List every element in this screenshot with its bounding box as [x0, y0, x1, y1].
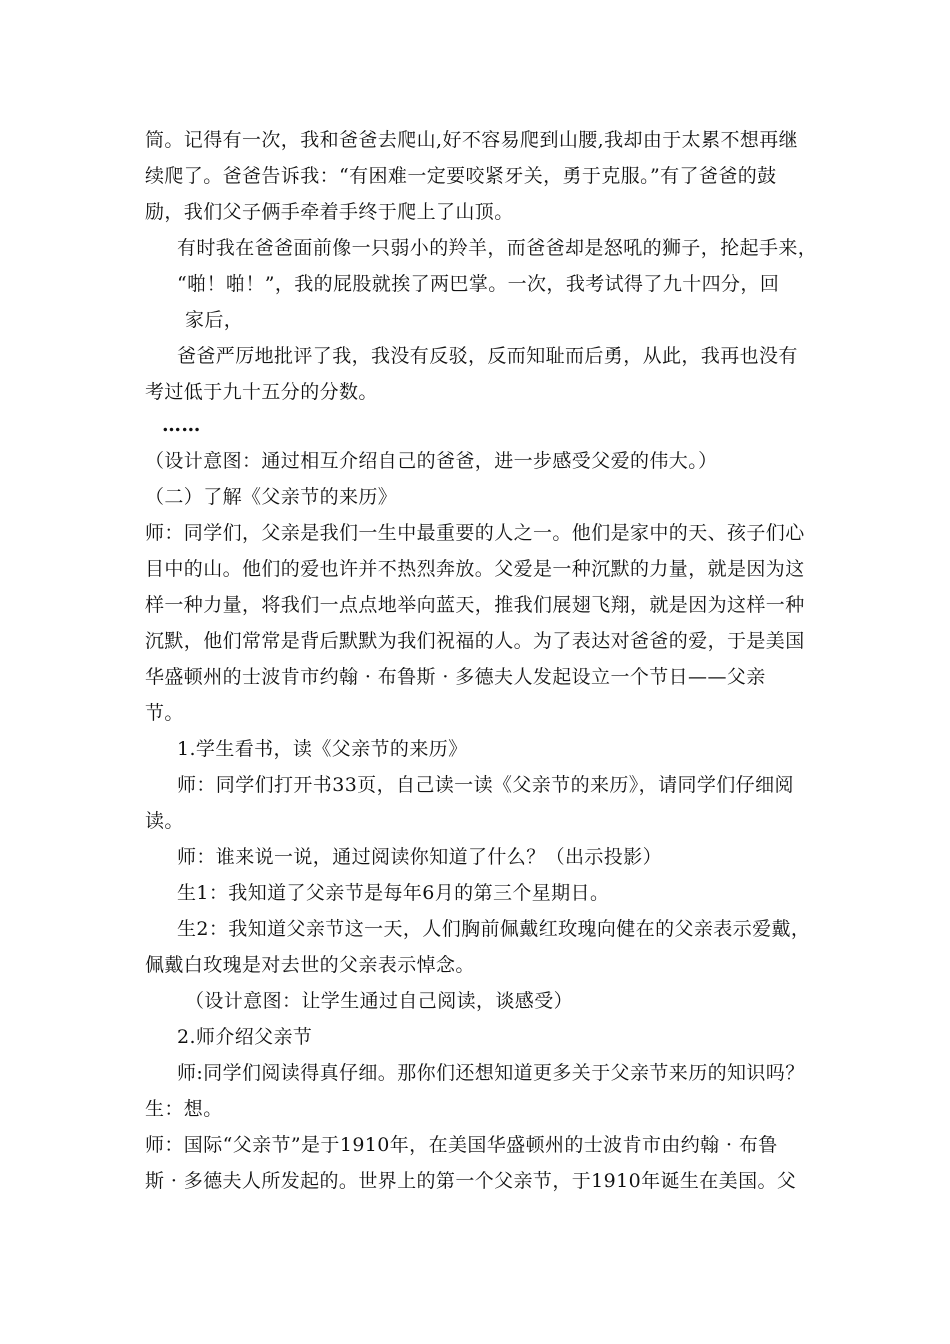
text-line: “啪！啪！”，我的屁股就挨了两巴掌。一次，我考试得了九十四分，回	[177, 273, 780, 295]
ellipsis-line: ……	[162, 414, 201, 436]
text-line: 筒。记得有一次，我和爸爸去爬山,好不容易爬到山腰,我却由于太累不想再继	[145, 129, 799, 151]
text-line: 师：同学们，父亲是我们一生中最重要的人之一。他们是家中的天、孩子们心	[145, 522, 805, 544]
text-line: 样一种力量，将我们一点点地举向蓝天，推我们展翅飞翔，就是因为这样一种	[145, 594, 805, 616]
text-line: 有时我在爸爸面前像一只弱小的羚羊，而爸爸却是怒吼的狮子，抡起手来，	[177, 237, 818, 259]
text-line: 华盛顿州的士波肯市约翰 · 布鲁斯 · 多德夫人发起设立一个节日——父亲	[145, 666, 766, 688]
subsection-heading: 2.师介绍父亲节	[177, 1026, 313, 1048]
text-line: 沉默，他们常常是背后默默为我们祝福的人。为了表达对爸爸的爱，于是美国	[145, 630, 805, 652]
text-line: 励，我们父子俩手牵着手终于爬上了山顶。	[145, 201, 514, 223]
text-line: 斯 · 多德夫人所发起的。世界上的第一个父亲节，于1910年诞生在美国。父	[145, 1170, 797, 1192]
text-line: 考过低于九十五分的分数。	[145, 381, 378, 403]
text-line: 生：想。	[145, 1098, 223, 1120]
text-line: 续爬了。爸爸告诉我：“有困难一定要咬紧牙关，勇于克服。”有了爸爸的鼓	[145, 165, 777, 187]
text-line: 读。	[145, 810, 184, 832]
text-line: 节。	[145, 702, 184, 724]
text-line: 师：谁来说一说，通过阅读你知道了什么？（出示投影）	[177, 846, 663, 868]
text-line: 家后，	[185, 309, 244, 331]
text-line: 师：同学们打开书33页，自己读一读《父亲节的来历》，请同学们仔细阅	[177, 774, 794, 796]
design-intent-note: （设计意图：让学生通过自己阅读，谈感受）	[185, 990, 574, 1012]
design-intent-note: （设计意图：通过相互介绍自己的爸爸，进一步感受父爱的伟大。）	[145, 450, 718, 472]
text-line: 生2：我知道父亲节这一天，人们胸前佩戴红玫瑰向健在的父亲表示爱戴，	[177, 918, 811, 940]
text-line: 佩戴白玫瑰是对去世的父亲表示悼念。	[145, 954, 475, 976]
text-line: 师:同学们阅读得真仔细。那你们还想知道更多关于父亲节来历的知识吗？	[177, 1062, 805, 1084]
text-line: 生1：我知道了父亲节是每年6月的第三个星期日。	[177, 882, 610, 904]
text-line: 师：国际“父亲节”是于1910年，在美国华盛顿州的士波肯市由约翰 · 布鲁	[145, 1134, 778, 1156]
text-line: 目中的山。他们的爱也许并不热烈奔放。父爱是一种沉默的力量，就是因为这	[145, 558, 805, 580]
subsection-heading: 1.学生看书，读《父亲节的来历》	[177, 738, 468, 760]
section-heading: （二）了解《父亲节的来历》	[145, 486, 398, 508]
text-line: 爸爸严厉地批评了我，我没有反驳，反而知耻而后勇，从此，我再也没有	[177, 345, 798, 367]
